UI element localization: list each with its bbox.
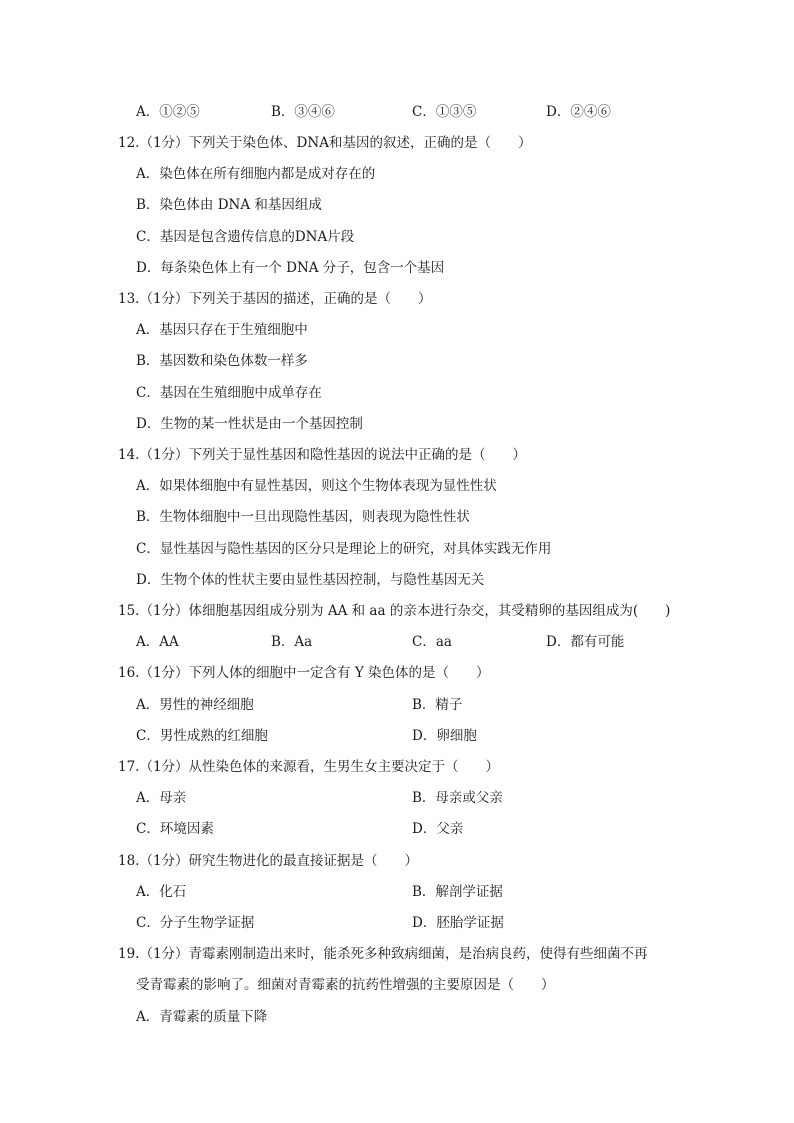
q14-option-d: D．生物个体的性状主要由显性基因控制，与隐性基因无关 (136, 572, 485, 588)
q16-option-b: B．精子 (412, 697, 463, 713)
q13-option-b: B．基因数和染色体数一样多 (136, 353, 308, 369)
q12-option-a: A．染色体在所有细胞内都是成对存在的 (136, 166, 376, 182)
q18-stem: 18.（1分）研究生物进化的最直接证据是（ ） (118, 853, 419, 869)
q18-option-c: C．分子生物学证据 (136, 915, 255, 931)
q13-option-d: D．生物的某一性状是由一个基因控制 (136, 416, 363, 432)
q11-option-d: D．②④⑥ (546, 104, 611, 120)
q15-option-a: A．AA (136, 634, 179, 650)
q15-option-c: C．aa (412, 634, 452, 650)
q11-option-a: A．①②⑤ (136, 104, 200, 120)
q12-option-d: D．每条染色体上有一个 DNA 分子，包含一个基因 (136, 260, 445, 276)
q15-option-b: B．Aa (271, 634, 313, 650)
q17-option-a: A．母亲 (136, 790, 187, 806)
q19-stem-line2: 受青霉素的影响了。细菌对青霉素的抗药性增强的主要原因是（ ） (136, 977, 555, 993)
q12-stem: 12.（1分）下列关于染色体、DNA和基因的叙述，正确的是（ ） (118, 135, 532, 151)
q16-option-c: C．男性成熟的红细胞 (136, 728, 268, 744)
q13-stem: 13.（1分）下列关于基因的描述，正确的是（ ） (118, 291, 432, 307)
q19-option-a: A．青霉素的质量下降 (136, 1009, 268, 1025)
q14-option-b: B．生物体细胞中一旦出现隐性基因，则表现为隐性性状 (136, 509, 470, 525)
q14-option-c: C．显性基因与隐性基因的区分只是理论上的研究，对具体实践无作用 (136, 541, 552, 557)
q14-stem: 14.（1分）下列关于显性基因和隐性基因的说法中正确的是（ ） (118, 447, 527, 463)
q18-option-d: D．胚胎学证据 (412, 915, 504, 931)
q12-option-c: C．基因是包含遗传信息的DNA片段 (136, 229, 355, 245)
q13-option-c: C．基因在生殖细胞中成单存在 (136, 385, 322, 401)
q11-option-c: C．①③⑤ (412, 104, 477, 120)
q11-option-b: B．③④⑥ (271, 104, 335, 120)
q16-option-a: A．男性的神经细胞 (136, 697, 254, 713)
q14-option-a: A．如果体细胞中有显性基因，则这个生物体表现为显性性状 (136, 478, 497, 494)
q12-option-b: B．染色体由 DNA 和基因组成 (136, 197, 322, 213)
q15-option-d: D．都有可能 (546, 634, 625, 650)
q17-stem: 17.（1分）从性染色体的来源看，生男生女主要决定于（ ） (118, 759, 500, 775)
q17-option-b: B．母亲或父亲 (412, 790, 503, 806)
q17-option-d: D．父亲 (412, 821, 464, 837)
q19-stem-line1: 19.（1分）青霉素刚制造出来时，能杀死多种致病细菌，是治病良药，使得有些细菌不再 (118, 946, 648, 962)
q16-option-d: D．卵细胞 (412, 728, 477, 744)
q15-stem: 15.（1分）体细胞基因组成分别为 AA 和 aa 的亲本进行杂交，其受精卵的基因组成为( ) (118, 603, 671, 619)
q18-option-a: A．化石 (136, 884, 187, 900)
q18-option-b: B．解剖学证据 (412, 884, 503, 900)
q16-stem: 16.（1分）下列人体的细胞中一定含有 Y 染色体的是（ ） (118, 665, 490, 681)
q13-option-a: A．基因只存在于生殖细胞中 (136, 322, 308, 338)
q17-option-c: C．环境因素 (136, 821, 214, 837)
